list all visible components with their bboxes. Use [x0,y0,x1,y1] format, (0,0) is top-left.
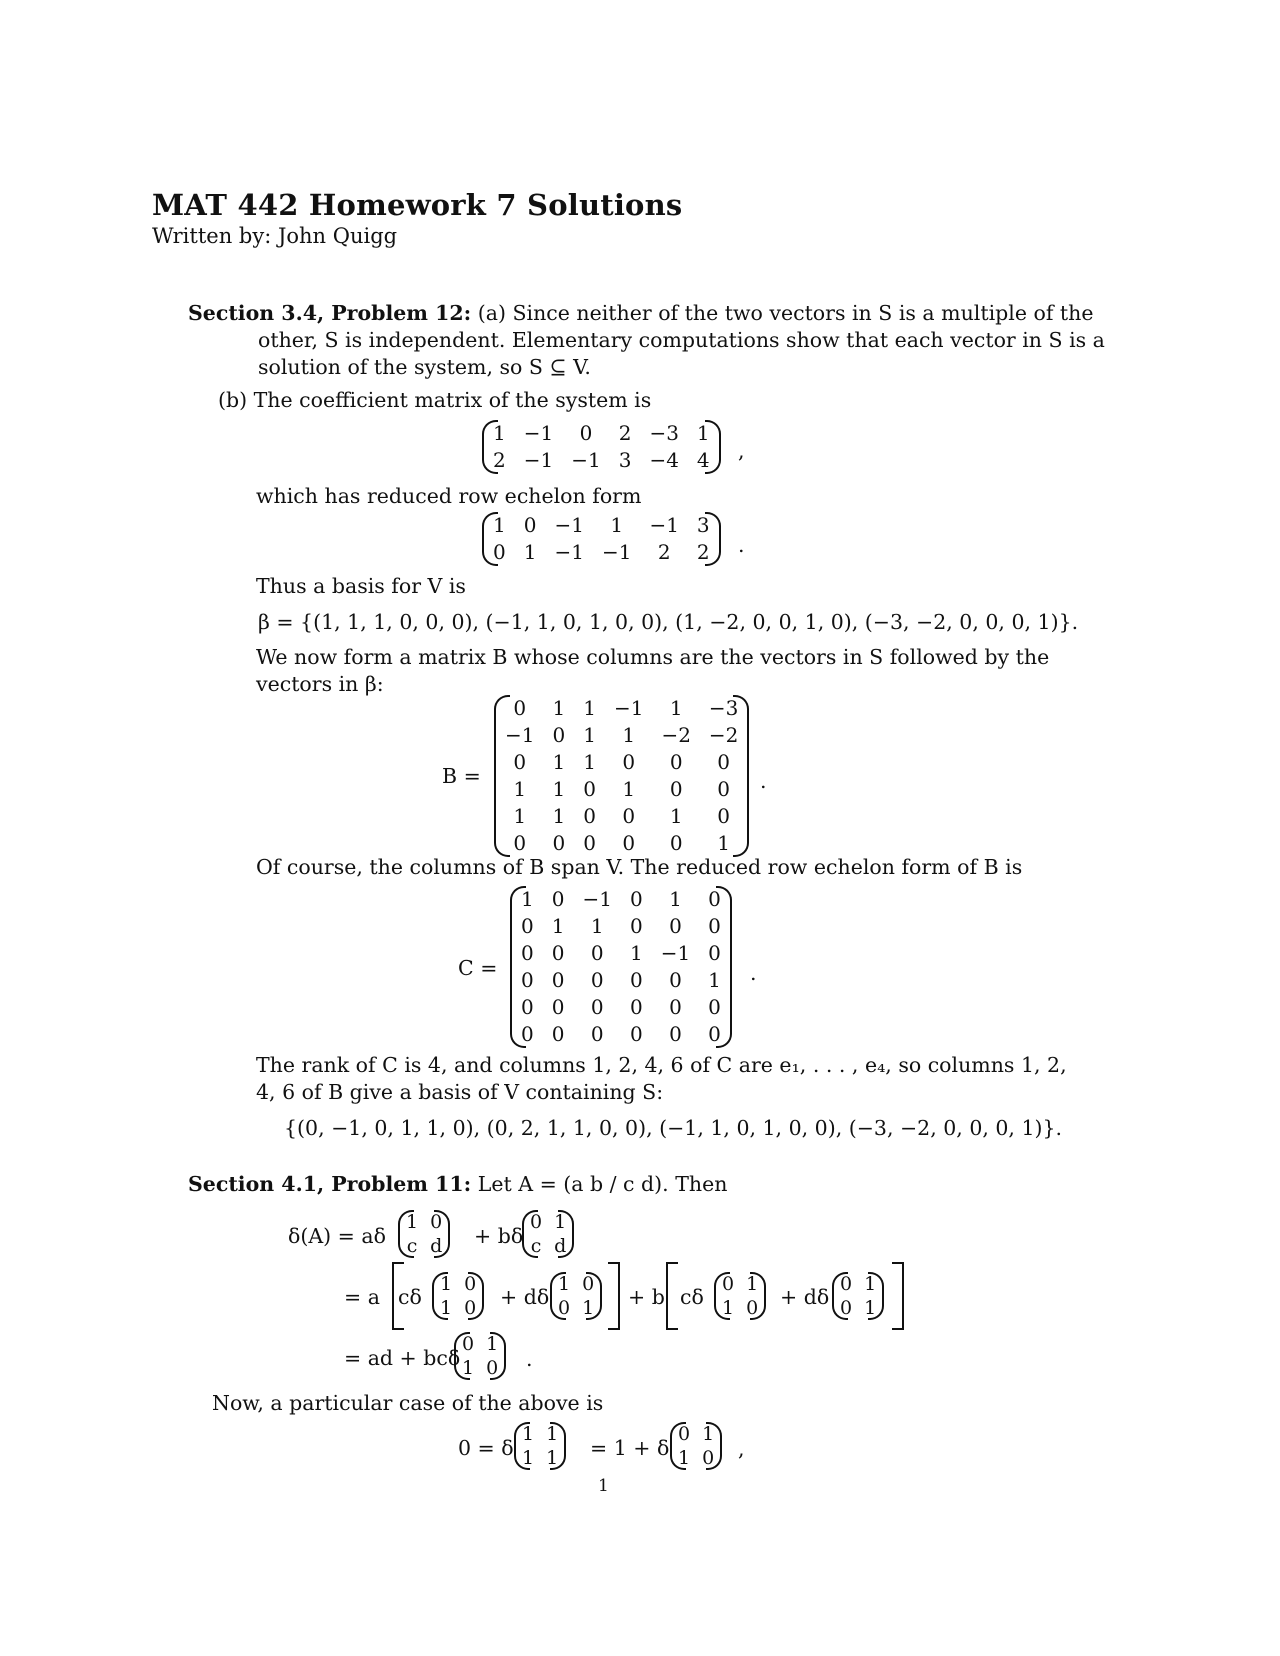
matrix-row [484,512,719,539]
b-trail: . [760,769,767,793]
matrix-cell: 0 [462,1333,475,1355]
matrix-cell: 0 [590,1022,604,1046]
matrix-cell: 0 [669,1022,682,1046]
coefficient-matrix [484,420,719,474]
matrix-cell: 0 [622,804,636,828]
matrix-cell: 0 [552,831,566,855]
section-4-1-heading: Section 4.1, Problem 11: [188,1172,472,1196]
matrix-cell: c [530,1235,542,1257]
eq2-matrix-5 [716,1272,764,1320]
matrix-cell: 1 [722,1297,735,1319]
matrix-cell: 0 [708,1022,721,1046]
matrix-cell: 0 [717,804,731,828]
document-author: Written by: John Quigg [152,224,398,248]
matrix-cell: 0 [622,750,636,774]
matrix-cell: 1 [554,1211,567,1233]
matrix-row [496,722,747,749]
matrix-cell: 3 [696,513,710,537]
matrix-cell: −1 [582,887,612,911]
eq1-mid: + bδ [474,1224,524,1248]
matrix-cell: 0 [669,995,682,1019]
eq4-mid: = 1 + δ [590,1436,670,1460]
matrix-cell: 1 [546,1423,559,1445]
matrix-cell: −2 [661,723,691,747]
matrix-cell: 0 [678,1423,691,1445]
matrix-cell: 0 [629,968,643,992]
matrix-cell: −1 [554,513,584,537]
matrix-cell: 0 [464,1297,477,1319]
matrix-cell: 1 [513,777,527,801]
document-title: MAT 442 Homework 7 Solutions [152,188,683,222]
matrix-cell: 0 [629,995,643,1019]
matrix-cell: 0 [708,887,721,911]
matrix-cell: −4 [649,448,679,472]
section-3-4-part-a [188,300,1142,381]
matrix-cell: 1 [486,1333,499,1355]
matrix-cell: 1 [552,777,566,801]
matrix-cell: 1 [864,1273,877,1295]
matrix-cell: 0 [708,995,721,1019]
eq3-matrix [456,1332,504,1380]
matrix-cell: 1 [521,887,534,911]
matrix-cell: 0 [551,1022,565,1046]
span-text: Of course, the columns of B span V. The reduced row echelon form of B is [256,855,1023,879]
eq2-bracket-a-close [608,1266,620,1326]
matrix-cell: 0 [629,914,643,938]
matrix-cell: 0 [521,995,534,1019]
coef-trail: , [738,439,745,463]
matrix-row [512,913,730,940]
matrix-cell: 0 [590,995,604,1019]
matrix-cell: 0 [722,1273,735,1295]
matrix-cell: 1 [546,1447,559,1469]
matrix-row [512,1021,730,1048]
matrix-cell: d [554,1235,567,1257]
matrix-cell: 0 [717,750,731,774]
matrix-cell: 0 [717,777,731,801]
matrix-c [512,886,730,1048]
matrix-cell: 0 [669,914,682,938]
matrix-cell: −1 [571,448,601,472]
eq4-lhs: 0 = δ [458,1436,514,1460]
matrix-cell: 1 [440,1297,453,1319]
matrix-cell: 1 [669,696,683,720]
eq2-bracket-b-open [666,1266,678,1326]
rref-trail: . [738,533,745,557]
matrix-cell: 1 [523,540,537,564]
rank-text: The rank of C is 4, and columns 1, 2, 4, 6 of C are e₁, . . . , e₄, so columns 1, 2, 4, 6 of B give a basis of V containing S: [256,1053,1067,1104]
matrix-cell: 1 [610,513,624,537]
matrix-cell: 0 [669,750,683,774]
matrix-row [496,803,747,830]
matrix-cell: 1 [669,804,683,828]
matrix-cell: 0 [629,887,643,911]
eq2-ddelta-2: + dδ [780,1285,830,1309]
matrix-cell: 0 [513,750,527,774]
eq2-cdelta-2: cδ [680,1285,704,1309]
matrix-cell: 0 [551,941,565,965]
matrix-cell: 1 [717,831,731,855]
eq3-lhs: = ad + bcδ [344,1346,461,1370]
matrix-cell: 0 [558,1297,571,1319]
matrix-cell: 2 [493,448,506,472]
matrix-row [512,994,730,1021]
form-b-text: We now form a matrix B whose columns are the vectors in S followed by the vectors in β: [256,645,1050,696]
matrix-cell: 0 [493,540,506,564]
matrix-cell: 1 [582,1297,595,1319]
basis-intro: Thus a basis for V is [256,574,466,598]
matrix-cell: 3 [618,448,632,472]
matrix-cell: 2 [696,540,710,564]
matrix-cell: 0 [521,914,534,938]
eq1-matrix-1 [400,1210,448,1258]
part-b-intro: (b) The coefficient matrix of the system is [218,388,652,412]
matrix-cell: 2 [618,421,632,445]
matrix-cell: 1 [669,887,682,911]
matrix-cell: −1 [601,540,632,564]
page-number: 1 [598,1476,609,1496]
matrix-cell: 1 [622,777,636,801]
matrix-cell: 1 [583,750,596,774]
matrix-cell: 1 [583,723,596,747]
matrix-row [484,447,719,474]
matrix-cell: 4 [696,448,710,472]
matrix-cell: −1 [554,540,584,564]
matrix-cell: 1 [583,696,596,720]
eq2-cdelta-1: cδ [398,1285,422,1309]
matrix-cell: 0 [430,1211,443,1233]
rref-matrix [484,512,719,566]
matrix-cell: −1 [649,513,679,537]
eq3-trail: . [526,1347,533,1371]
matrix-cell: −3 [708,696,739,720]
matrix-cell: 1 [552,750,566,774]
particular-text: Now, a particular case of the above is [212,1391,604,1415]
basis-beta: β = {(1, 1, 1, 0, 0, 0), (−1, 1, 0, 1, 0, 0), (1, −2, 0, 0, 1, 0), (−3, −2, 0, 0, 0, 1)}. [258,610,1079,634]
b-label: B = [442,764,481,788]
matrix-cell: 0 [552,723,566,747]
matrix-cell: 1 [622,723,636,747]
matrix-cell: 1 [558,1273,571,1295]
matrix-cell: 0 [464,1273,477,1295]
matrix-cell: 0 [708,914,721,938]
matrix-cell: 0 [521,941,534,965]
matrix-cell: 0 [629,1022,643,1046]
c-trail: . [750,961,757,985]
eq2-matrix-4 [552,1272,600,1320]
matrix-cell: 1 [522,1423,535,1445]
matrix-cell: −1 [660,941,691,965]
eq2-ddelta-1: + dδ [500,1285,550,1309]
matrix-cell: 1 [551,914,565,938]
eq4-matrix-2 [672,1422,720,1470]
matrix-cell: 1 [493,513,506,537]
matrix-row [496,749,747,776]
matrix-row [512,886,730,913]
matrix-cell: 1 [513,804,527,828]
matrix-cell: 1 [678,1447,691,1469]
matrix-cell: d [430,1235,443,1257]
eq2-b: + b [628,1285,665,1309]
part-a-text: (a) Since neither of the two vectors in S is a multiple of the other, S is independent. Elementary computations show that each vector in S is a solution of the system, so S ⊆ V. [258,301,1105,379]
matrix-cell: 0 [583,831,596,855]
matrix-cell: 0 [551,995,565,1019]
eq4-trail: , [738,1437,745,1461]
section-3-4-heading: Section 3.4, Problem 12: [188,301,472,325]
matrix-cell: −2 [708,723,739,747]
matrix-cell: −1 [523,421,554,445]
matrix-cell: 1 [629,941,643,965]
matrix-cell: 0 [523,513,537,537]
matrix-row [496,695,747,722]
rref-intro: which has reduced row echelon form [256,484,642,508]
matrix-cell: 1 [708,968,721,992]
matrix-cell: 0 [669,831,683,855]
matrix-cell: 0 [583,777,596,801]
matrix-row [484,539,719,566]
matrix-cell: 1 [552,804,566,828]
matrix-cell: 0 [840,1273,853,1295]
matrix-cell: 1 [462,1357,475,1379]
matrix-cell: 0 [708,941,721,965]
matrix-cell: 0 [590,968,604,992]
matrix-cell: 0 [521,968,534,992]
eq4-matrix-1 [516,1422,564,1470]
matrix-cell: 0 [746,1297,759,1319]
matrix-cell: 0 [551,968,565,992]
eq2-matrix-3 [434,1272,482,1320]
matrix-cell: 1 [702,1423,715,1445]
eq1-lhs: δ(A) = aδ [288,1224,386,1248]
matrix-row [512,967,730,994]
section-4-1-intro: Let A = (a b / c d). Then [477,1172,728,1196]
matrix-cell: 0 [513,831,527,855]
matrix-cell: 0 [702,1447,715,1469]
matrix-cell: 0 [513,696,527,720]
matrix-cell: 0 [590,941,604,965]
matrix-cell: 0 [669,777,683,801]
matrix-cell: 0 [622,831,636,855]
eq2-a: = a [344,1285,380,1309]
matrix-cell: 1 [522,1447,535,1469]
section-4-1-intro-line [188,1171,727,1198]
eq1-matrix-2 [524,1210,572,1258]
matrix-cell: 1 [864,1297,877,1319]
eq2-matrix-6 [834,1272,882,1320]
matrix-cell: c [406,1235,418,1257]
matrix-cell: −3 [649,421,679,445]
matrix-cell: −1 [505,723,535,747]
matrix-cell: 0 [530,1211,543,1233]
matrix-cell: 1 [552,696,566,720]
matrix-row [496,776,747,803]
eq2-bracket-b-close [892,1266,904,1326]
matrix-cell: 1 [696,421,710,445]
matrix-cell: 0 [669,968,682,992]
matrix-cell: 1 [590,914,604,938]
matrix-cell: 0 [582,1273,595,1295]
matrix-cell: −1 [523,448,554,472]
matrix-cell: 0 [521,1022,534,1046]
matrix-cell: 1 [440,1273,453,1295]
matrix-cell: 2 [657,540,671,564]
matrix-row [496,830,747,857]
matrix-cell: −1 [613,696,644,720]
final-basis: {(0, −1, 0, 1, 1, 0), (0, 2, 1, 1, 0, 0), (−1, 1, 0, 1, 0, 0), (−3, −2, 0, 0, 0, 1)}. [284,1116,1063,1140]
matrix-cell: 1 [746,1273,759,1295]
matrix-cell: 0 [583,804,596,828]
matrix-cell: 1 [493,421,506,445]
matrix-cell: 0 [551,887,565,911]
c-label: C = [458,956,498,980]
matrix-cell: 0 [840,1297,853,1319]
matrix-row [484,420,719,447]
matrix-b [496,695,747,857]
matrix-cell: 0 [579,421,593,445]
matrix-cell: 1 [406,1211,419,1233]
matrix-row [512,940,730,967]
matrix-cell: 0 [486,1357,499,1379]
